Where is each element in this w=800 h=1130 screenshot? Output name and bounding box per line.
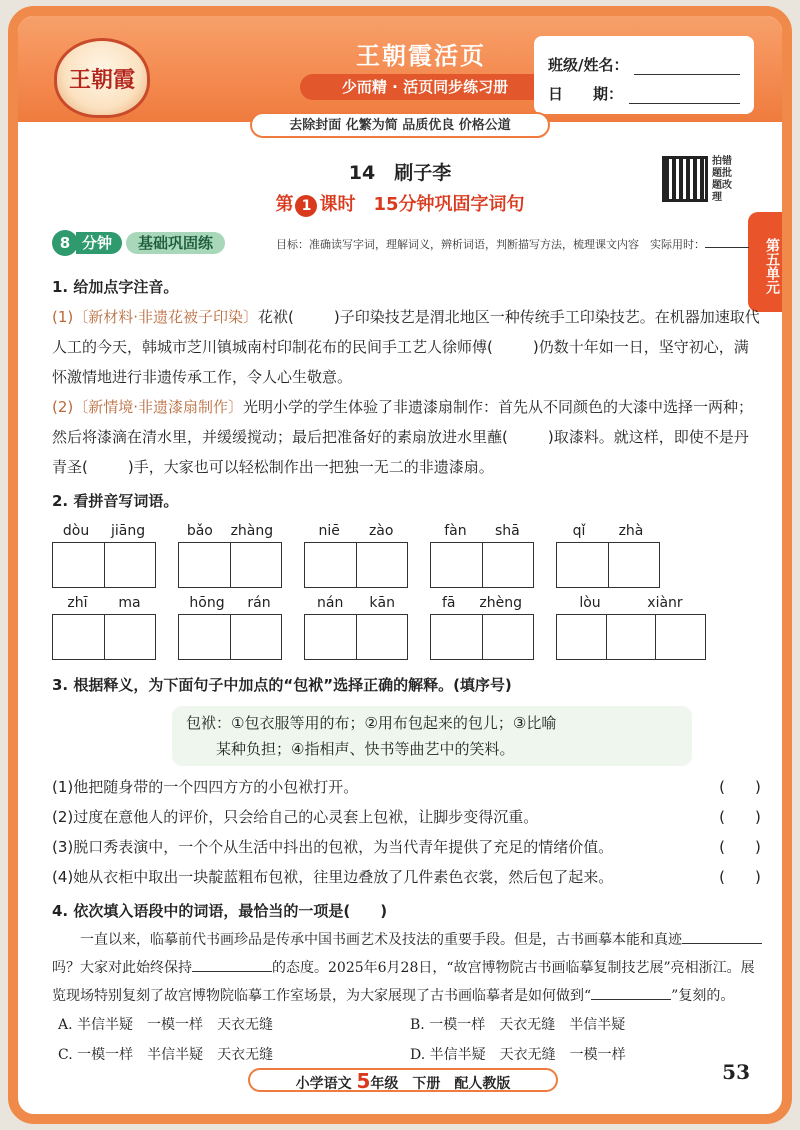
- answer-paren[interactable]: ( ): [719, 808, 761, 826]
- exercise-content: [52, 268, 762, 1070]
- minutes-label: 分钟: [76, 232, 122, 254]
- question-3-item: (4)她从衣柜中取出一块靛蓝粗布包袱，往里边叠放了几件素色衣裳，然后包了起来。 ( ): [52, 862, 762, 892]
- pinyin-item[interactable]: niē zào: [304, 520, 408, 588]
- time-used-line[interactable]: [705, 238, 749, 248]
- question-3-item: (3)脱口秀表演中，一个个从生活中抖出的包袱，为当代青年提供了充足的情绪价值。 ( ): [52, 832, 762, 862]
- blank-2[interactable]: [192, 958, 272, 972]
- question-1-part-1: (1)〔新材料·非遗花被子印染〕花袱( )子印染技艺是渭北地区一种传统手工印染技艺。在机器加速取代人工的今天，韩城市芝川镇城南村印制花布的民间手工艺人徐师傅( )仍数十年如一日，坚守初心，满怀激情地进行非遗传承工作，令人心生敬意。: [52, 308, 760, 386]
- date-label: 日 期：: [548, 85, 624, 103]
- period-prefix: 第: [275, 194, 294, 215]
- date-line[interactable]: [629, 86, 740, 104]
- section-goal: 目标：准确读写字词，理解词义，辨析词语，判断描写方法，梳理课文内容 实际用时：: [276, 236, 749, 252]
- minutes-badge: 8: [52, 230, 78, 256]
- worksheet-page: [8, 6, 792, 1124]
- answer-paren[interactable]: ( ): [719, 778, 761, 796]
- blank-3[interactable]: [591, 986, 671, 1000]
- option-b[interactable]: B. 一模一样 天衣无缝 半信半疑: [410, 1017, 626, 1033]
- question-3-item: (2)过度在意他人的评价，只会给自己的心灵套上包袱，让脚步变得沉重。 ( ): [52, 802, 762, 832]
- qr-code-icon[interactable]: [662, 156, 708, 202]
- pinyin-item[interactable]: lòu xiànr: [556, 592, 706, 660]
- pinyin-item[interactable]: bǎo zhàng: [178, 520, 282, 588]
- answer-paren[interactable]: ( ): [719, 868, 761, 886]
- pinyin-item[interactable]: zhī ma: [52, 592, 156, 660]
- pinyin-row-1: [52, 520, 762, 588]
- question-4-title: 4. 依次填入语段中的词语，最恰当的一项是( ): [52, 902, 388, 920]
- unit-side-tab: 第五单元: [748, 212, 782, 312]
- pinyin-item[interactable]: fā zhèng: [430, 592, 534, 660]
- pinyin-item[interactable]: qǐ zhà: [556, 520, 660, 588]
- question-3-title: 3. 根据释义，为下面句子中加点的“包袱”选择正确的解释。(填序号): [52, 676, 512, 694]
- brand-subtitle: 少而精 · 活页同步练习册: [300, 74, 550, 100]
- pinyin-item[interactable]: dòu jiāng: [52, 520, 156, 588]
- question-4-options: [52, 1010, 762, 1070]
- header-banner: [18, 16, 782, 122]
- pinyin-row-2: [52, 592, 762, 660]
- pinyin-item[interactable]: nán kān: [304, 592, 408, 660]
- question-2-title: 2. 看拼音写词语。: [52, 492, 179, 510]
- answer-paren[interactable]: ( ): [719, 838, 761, 856]
- question-1-part-2: (2)〔新情境·非遗漆扇制作〕光明小学的学生体验了非遗漆扇制作：首先从不同颜色的大漆中选择一两种；然后将漆滴在清水里，并缓缓搅动；最后把准备好的素扇放进水里蘸( )取漆料。就这样，即使不是丹青圣( )手，大家也可以轻松制作出一把独一无二的非遗漆扇。: [52, 398, 754, 476]
- section-bar: [52, 230, 225, 256]
- section-name: 基础巩固练: [126, 232, 225, 254]
- logo-text: 王朝霞: [68, 67, 135, 93]
- definition-box: 包袱：①包衣服等用的布；②用布包起来的包儿；③比喻 某种负担；④指相声、快书等曲艺中的笑料。: [172, 706, 692, 766]
- class-name-line[interactable]: [634, 57, 740, 75]
- question-3-item: (1)他把随身带的一个四四方方的小包袱打开。 ( ): [52, 772, 762, 802]
- brand-title: 王朝霞活页: [356, 41, 486, 70]
- lesson-title: 14 刷子李: [348, 162, 452, 184]
- slogan: 去除封面 化繁为简 品质优良 价格公道: [250, 112, 550, 138]
- period-suffix: 课时 15分钟巩固字词句: [319, 194, 525, 215]
- pinyin-item[interactable]: hōng rán: [178, 592, 282, 660]
- blank-1[interactable]: [682, 930, 762, 944]
- pinyin-item[interactable]: fàn shā: [430, 520, 534, 588]
- page-number: 53: [722, 1060, 750, 1084]
- period-number: 1: [295, 195, 317, 217]
- brand-logo: [54, 38, 150, 118]
- question-4-passage: 一直以来，临摹前代书画珍品是传承中国书画艺术及技法的重要手段。但是，古书画摹本能和真迹吗？大家对此始终保持 的态度。2025年6月28日，“故宫博物院古书画临摹复制技艺展”亮相浙江。展览现场特别复刻了故宫博物院临摹工作室场景，为大家展现了古书画临摹者是如何做到“ ”复刻的。: [52, 926, 762, 1010]
- qr-caption: 拍错题批题改理: [712, 156, 732, 203]
- option-d[interactable]: D. 半信半疑 天衣无缝 一模一样: [410, 1047, 626, 1063]
- student-info-box: [534, 36, 754, 114]
- class-name-label: 班级/姓名：: [548, 56, 629, 74]
- question-1-title: 1. 给加点字注音。: [52, 278, 179, 296]
- option-c[interactable]: C. 一模一样 半信半疑 天衣无缝: [58, 1047, 274, 1063]
- option-a[interactable]: A. 半信半疑 一模一样 天衣无缝: [58, 1017, 274, 1033]
- footer-edition: 小学语文 5年级 下册 配人教版: [248, 1068, 558, 1092]
